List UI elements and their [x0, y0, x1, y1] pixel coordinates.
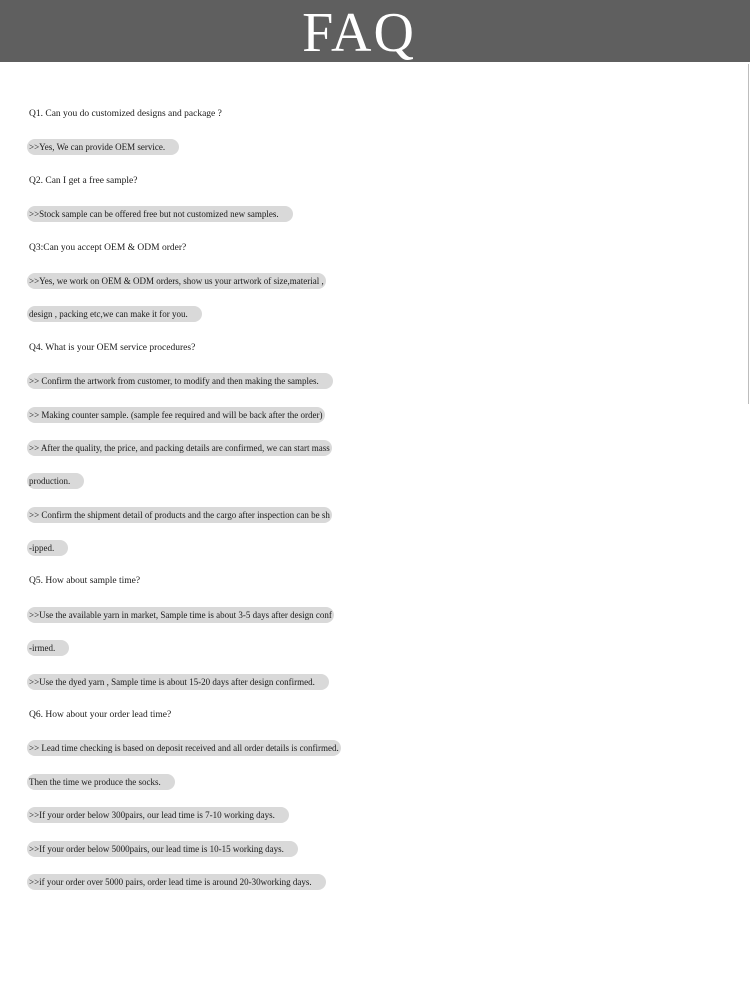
faq-question: Q2. Can I get a free sample? — [29, 175, 138, 186]
faq-answer-line: -irmed. — [0, 632, 750, 665]
faq-answer-line: design , packing etc,we can make it for you. — [0, 298, 750, 331]
faq-answer-line: >> Confirm the artwork from customer, to modify and then making the samples. — [0, 365, 750, 398]
faq-answer-line: Then the time we produce the socks. — [0, 766, 750, 799]
faq-answer-line: -ipped. — [0, 532, 750, 565]
faq-answer-line: >>Use the dyed yarn , Sample time is about 15-20 days after design confirmed. — [0, 666, 750, 699]
faq-question: Q4. What is your OEM service procedures? — [29, 342, 196, 353]
faq-answer-line: >>If your order below 5000pairs, our lead time is 10-15 working days. — [0, 833, 750, 866]
faq-answer-line: >> Lead time checking is based on deposit received and all order details is confirmed. — [0, 732, 750, 765]
faq-list — [0, 98, 750, 899]
faq-answer-line: production. — [0, 465, 750, 498]
faq-question: Q6. How about your order lead time? — [29, 710, 172, 721]
faq-question: Q5. How about sample time? — [29, 576, 141, 587]
faq-answer-line: >>Yes, we work on OEM & ODM orders, show us your artwork of size,material , — [0, 265, 750, 298]
faq-answer-line: >> Making counter sample. (sample fee required and will be back after the order) — [0, 399, 750, 432]
faq-answer-line: >>Yes, We can provide OEM service. — [0, 131, 750, 164]
faq-answer-line: >>Stock sample can be offered free but not customized new samples. — [0, 198, 750, 231]
faq-answer-line: >> After the quality, the price, and packing details are confirmed, we can start mass — [0, 432, 750, 465]
faq-question: Q3:Can you accept OEM & ODM order? — [29, 242, 187, 253]
faq-answer-line: >>Use the available yarn in market, Sample time is about 3-5 days after design conf — [0, 599, 750, 632]
faq-answer-line: >>if your order over 5000 pairs, order lead time is around 20-30working days. — [0, 866, 750, 899]
page-title: FAQ — [302, 2, 416, 64]
header-bar — [0, 0, 750, 62]
faq-question: Q1. Can you do customized designs and package ? — [29, 109, 222, 119]
faq-answer-line: >>If your order below 300pairs, our lead time is 7-10 working days. — [0, 799, 750, 832]
faq-answer-line: >> Confirm the shipment detail of products and the cargo after inspection can be sh — [0, 499, 750, 532]
